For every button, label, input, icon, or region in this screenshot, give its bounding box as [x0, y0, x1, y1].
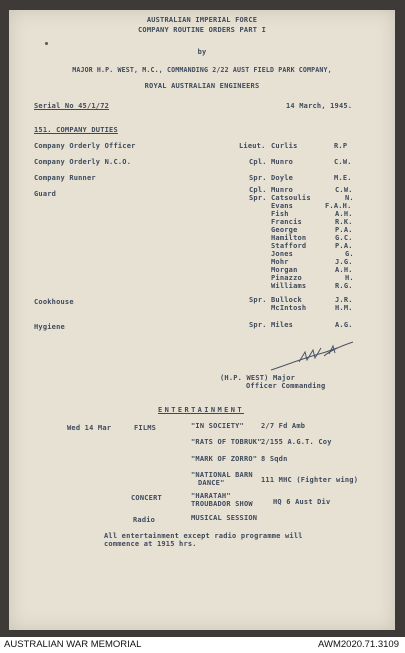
guard-rank: Spr.: [249, 194, 267, 202]
footer-accession-number: AWM2020.71.3109: [318, 639, 399, 650]
entertainment-date: Wed 14 Mar: [67, 424, 112, 432]
entertainment-note-2: commence at 1915 hrs.: [104, 540, 197, 548]
guard-name: Francis: [271, 218, 302, 226]
header-line-1: AUSTRALIAN IMPERIAL FORCE: [146, 16, 258, 24]
duty-initials: C.W.: [334, 158, 352, 166]
guard-initials: P.A.: [335, 242, 353, 250]
film-title: "NATIONAL BARN: [191, 471, 253, 479]
guard-initials: R.G.: [335, 282, 353, 290]
concert-label: CONCERT: [131, 494, 162, 502]
guard-initials: P.A.: [335, 226, 353, 234]
cookhouse-name: McIntosh: [271, 304, 307, 312]
guard-name: Stafford: [271, 242, 307, 250]
cookhouse-rank: Spr.: [249, 296, 267, 304]
concert-venue: HQ 6 Aust Div: [273, 498, 331, 506]
guard-name: Evans: [271, 202, 294, 210]
footer-credit: AUSTRALIAN WAR MEMORIAL: [4, 639, 142, 650]
header-line-3: MAJOR H.P. WEST, M.C., COMMANDING 2/22 AUST FIELD PARK COMPANY,: [72, 66, 332, 74]
duty-rank: Lieut.: [239, 142, 266, 150]
duty-initials: M.E.: [334, 174, 352, 182]
duty-name: Doyle: [271, 174, 294, 182]
guard-initials: R.K.: [335, 218, 353, 226]
film-title-cont: DANCE": [198, 479, 225, 487]
guard-name: Pinazzo: [271, 274, 302, 282]
guard-name: Catsoulis: [271, 194, 311, 202]
films-label: FILMS: [134, 424, 157, 432]
duty-name: Curlis: [271, 142, 298, 150]
hygiene-name: Miles: [271, 321, 294, 329]
guard-initials: C.W.: [335, 186, 353, 194]
cookhouse-role: Cookhouse: [34, 298, 74, 306]
film-title: "MARK OF ZORRO": [191, 455, 258, 463]
guard-name: Hamilton: [271, 234, 307, 242]
film-title: "RATS OF TOBRUK": [191, 438, 262, 446]
film-venue: 111 MHC (Fighter wing): [261, 476, 359, 484]
cookhouse-initials: J.R.: [335, 296, 353, 304]
guard-initials: H.: [345, 274, 354, 282]
film-venue: 8 Sqdn: [261, 455, 288, 463]
header-by: by: [197, 48, 207, 56]
guard-initials: G.C.: [335, 234, 353, 242]
serial-date: 14 March, 1945.: [286, 102, 353, 110]
hygiene-role: Hygiene: [34, 323, 65, 331]
guard-name: George: [271, 226, 298, 234]
guard-name: Fish: [271, 210, 289, 218]
concert-title-cont: TROUBADOR SHOW: [191, 500, 253, 508]
cookhouse-name: Bullock: [271, 296, 302, 304]
duty-rank: Spr.: [249, 174, 267, 182]
radio-label: Radio: [133, 516, 156, 524]
signature-title: Officer Commanding: [246, 382, 326, 390]
entertainment-note-1: All entertainment except radio programme will: [104, 532, 303, 540]
entertainment-title: ENTERTAINMENT: [158, 406, 244, 414]
duty-rank: Cpl.: [249, 158, 267, 166]
guard-initials: J.G.: [335, 258, 353, 266]
duty-role: Company Runner: [34, 174, 96, 182]
guard-name: Munro: [271, 186, 294, 194]
hygiene-initials: A.G.: [335, 321, 353, 329]
guard-name: Williams: [271, 282, 307, 290]
footer-bar: [0, 637, 405, 653]
guard-initials: F.A.H.: [325, 202, 352, 210]
guard-initials: G.: [345, 250, 354, 258]
guard-name: Mohr: [271, 258, 289, 266]
film-venue: 2/155 A.G.T. Coy: [261, 438, 332, 446]
guard-name: Morgan: [271, 266, 298, 274]
punch-mark: [45, 42, 48, 45]
radio-title: MUSICAL SESSION: [191, 514, 258, 522]
guard-rank: Cpl.: [249, 186, 267, 194]
handwritten-signature: [269, 340, 359, 374]
serial-number: Serial No 45/1/72: [34, 102, 110, 110]
film-venue: 2/7 Fd Amb: [261, 422, 306, 430]
signature-name: (H.P. WEST) Major: [220, 374, 296, 382]
guard-initials: A.H.: [335, 266, 353, 274]
guard-role: Guard: [34, 190, 57, 198]
document-page: [9, 10, 395, 630]
section-title: 151. COMPANY DUTIES: [34, 126, 118, 134]
hygiene-rank: Spr.: [249, 321, 267, 329]
duty-role: Company Orderly Officer: [34, 142, 136, 150]
guard-initials: N.: [345, 194, 354, 202]
guard-name: Jones: [271, 250, 294, 258]
guard-initials: A.H.: [335, 210, 353, 218]
concert-title: "HARATAH": [191, 492, 231, 500]
duty-initials: R.P: [334, 142, 348, 150]
header-line-2: COMPANY ROUTINE ORDERS PART I: [137, 26, 267, 34]
duty-name: Munro: [271, 158, 294, 166]
film-title: "IN SOCIETY": [191, 422, 244, 430]
cookhouse-initials: H.M.: [335, 304, 353, 312]
duty-role: Company Orderly N.C.O.: [34, 158, 132, 166]
header-line-4: ROYAL AUSTRALIAN ENGINEERS: [144, 82, 260, 90]
